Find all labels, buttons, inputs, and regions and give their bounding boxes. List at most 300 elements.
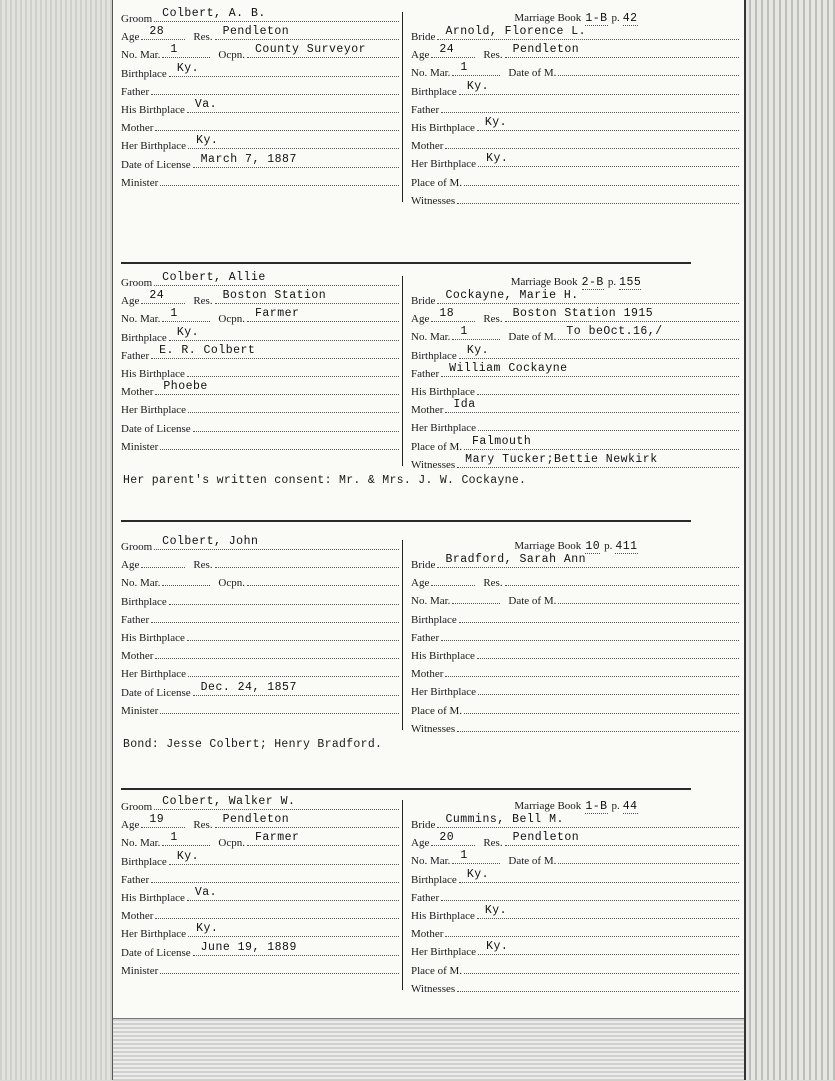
bride-witnesses-label: Witnesses bbox=[411, 194, 456, 207]
groom-mother-line bbox=[155, 121, 399, 131]
groom-res-label: Res. bbox=[193, 819, 213, 832]
bride-age-res-row bbox=[411, 576, 741, 594]
bride-her_birthplace-line bbox=[478, 940, 739, 955]
bride-father-line bbox=[441, 891, 739, 901]
groom-father-line bbox=[151, 873, 399, 883]
page-label: p. bbox=[604, 540, 613, 552]
bride-age-line bbox=[431, 43, 475, 58]
groom-res-label: Res. bbox=[193, 295, 213, 308]
bride-his_birthplace-label: His Birthplace bbox=[411, 909, 475, 922]
groom-date_of_license-line bbox=[193, 940, 399, 956]
bride-date_of_m-line bbox=[558, 594, 739, 604]
bride-his_birthplace-line bbox=[477, 649, 739, 659]
bride-place_of_m-row bbox=[411, 176, 741, 194]
bride-mother-line bbox=[445, 139, 739, 149]
groom-date_of_license-row bbox=[121, 152, 401, 176]
bride-res-line bbox=[505, 576, 739, 586]
bride-no_mar-line bbox=[452, 849, 500, 864]
groom-age-label: Age bbox=[121, 819, 140, 832]
bride-no_mar-value: 1 bbox=[460, 849, 468, 863]
groom-name-line bbox=[154, 535, 399, 550]
bride-his_birthplace-label: His Birthplace bbox=[411, 385, 475, 398]
bride-her_birthplace-value: Ky. bbox=[486, 152, 509, 166]
groom-ocpn-value: County Surveyor bbox=[255, 43, 367, 57]
bride-name-line bbox=[437, 25, 739, 40]
groom-mother-line bbox=[155, 649, 399, 659]
bride-father-row bbox=[411, 891, 741, 909]
groom-her_birthplace-label: Her Birthplace bbox=[121, 404, 187, 417]
bride-witnesses-line bbox=[457, 194, 739, 204]
bride-her_birthplace-label: Her Birthplace bbox=[411, 422, 477, 435]
bride-witnesses-row bbox=[411, 722, 741, 740]
groom-his_birthplace-line bbox=[187, 885, 399, 901]
groom-his_birthplace-line bbox=[187, 97, 399, 113]
groom-age-value: 24 bbox=[149, 289, 165, 303]
groom-no_mar-line bbox=[162, 43, 210, 58]
bride-mother-row bbox=[411, 667, 741, 685]
bride-no_mar-label: No. Mar. bbox=[411, 595, 451, 608]
groom-birthplace-label: Birthplace bbox=[121, 67, 167, 80]
bride-no_mar-label: No. Mar. bbox=[411, 855, 451, 868]
groom-his_birthplace-line bbox=[187, 367, 399, 377]
bride-res-value: Pendleton bbox=[512, 831, 580, 845]
bride-res-label: Res. bbox=[483, 49, 503, 62]
groom-date_of_license-value: Dec. 24, 1857 bbox=[200, 680, 297, 694]
bride-father-row bbox=[411, 361, 741, 385]
groom-column bbox=[121, 7, 401, 194]
marriage-book-label: Marriage Book bbox=[514, 540, 582, 552]
groom-name-value: Colbert, A. B. bbox=[162, 7, 266, 20]
bride-mother-label: Mother bbox=[411, 928, 444, 941]
bride-place_of_m-line bbox=[464, 964, 739, 974]
record-note: Bond: Jesse Colbert; Henry Bradford. bbox=[123, 738, 383, 751]
groom-minister-row bbox=[121, 964, 401, 982]
bride-date_of_m-label: Date of M. bbox=[508, 331, 557, 344]
groom-her_birthplace-line bbox=[188, 403, 399, 413]
bride-her_birthplace-row bbox=[411, 685, 741, 703]
groom-his_birthplace-row bbox=[121, 97, 401, 121]
marriage-book-label: Marriage Book bbox=[510, 276, 578, 288]
bride-name-label: Bride bbox=[411, 31, 436, 43]
groom-no_mar-label: No. Mar. bbox=[121, 837, 161, 850]
groom-date_of_license-line bbox=[193, 422, 399, 432]
groom-mother-label: Mother bbox=[121, 910, 154, 923]
bride-her_birthplace-row bbox=[411, 940, 741, 963]
bride-his_birthplace-value: Ky. bbox=[484, 903, 508, 917]
groom-res-line bbox=[215, 558, 399, 568]
bride-age-value: 24 bbox=[439, 43, 455, 57]
groom-res-line bbox=[215, 289, 399, 304]
groom-his_birthplace-value: Va. bbox=[194, 885, 218, 899]
bride-date_of_m-label: Date of M. bbox=[508, 855, 557, 868]
bride-his_birthplace-line bbox=[477, 385, 739, 395]
bride-name-value: Bradford, Sarah Ann bbox=[445, 553, 587, 566]
column-divider bbox=[402, 276, 403, 466]
groom-mother-label: Mother bbox=[121, 386, 154, 399]
bride-age-line bbox=[431, 576, 475, 586]
groom-date_of_license-line bbox=[193, 152, 399, 168]
groom-minister-line bbox=[160, 440, 399, 450]
groom-res-label: Res. bbox=[193, 31, 213, 44]
bride-place_of_m-label: Place of M. bbox=[411, 440, 463, 453]
groom-his_birthplace-row bbox=[121, 885, 401, 909]
bride-her_birthplace-value: Ky. bbox=[486, 940, 509, 954]
bride-father-label: Father bbox=[411, 631, 440, 644]
scan-margin-right bbox=[743, 0, 835, 1080]
marriage-book-label: Marriage Book bbox=[514, 12, 582, 24]
bride-res-label: Res. bbox=[483, 837, 503, 850]
marriage-book-number: 2-B bbox=[581, 276, 604, 289]
marriage-record bbox=[113, 7, 744, 252]
bride-res-line bbox=[505, 43, 739, 58]
groom-her_birthplace-line bbox=[188, 134, 399, 149]
groom-his_birthplace-label: His Birthplace bbox=[121, 631, 185, 644]
groom-res-label: Res. bbox=[193, 559, 213, 572]
bride-age-line bbox=[431, 307, 475, 322]
bride-mother-label: Mother bbox=[411, 140, 444, 153]
bride-name-value: Cummins, Bell M. bbox=[445, 813, 564, 826]
groom-father-row bbox=[121, 343, 401, 367]
groom-column bbox=[121, 795, 401, 982]
bride-column bbox=[411, 540, 741, 740]
groom-name-value: Colbert, Walker W. bbox=[162, 795, 296, 808]
groom-mother-line bbox=[155, 909, 399, 919]
bride-her_birthplace-row bbox=[411, 421, 741, 439]
bride-father-row bbox=[411, 631, 741, 649]
bride-column bbox=[411, 12, 741, 212]
bride-his_birthplace-value: Ky. bbox=[484, 115, 508, 129]
groom-her_birthplace-label: Her Birthplace bbox=[121, 668, 187, 681]
bride-witnesses-value: Mary Tucker;Bettie Newkirk bbox=[465, 452, 658, 466]
groom-father-value: E. R. Colbert bbox=[159, 343, 256, 357]
bride-age-label: Age bbox=[411, 49, 430, 62]
bride-place_of_m-label: Place of M. bbox=[411, 964, 463, 977]
column-divider bbox=[402, 540, 403, 730]
groom-ocpn-line bbox=[247, 831, 399, 846]
groom-mother-label: Mother bbox=[121, 650, 154, 663]
bride-name-label: Bride bbox=[411, 295, 436, 307]
groom-age-line bbox=[141, 289, 185, 304]
bride-birthplace-label: Birthplace bbox=[411, 85, 457, 98]
bride-mother-value: Ida bbox=[453, 398, 476, 412]
groom-name-line bbox=[154, 271, 399, 286]
groom-age-line bbox=[141, 25, 185, 40]
groom-minister-label: Minister bbox=[121, 440, 159, 453]
bride-res-value: Boston Station 1915 bbox=[512, 307, 654, 321]
groom-res-line bbox=[215, 813, 399, 828]
groom-birthplace-line bbox=[169, 61, 399, 77]
groom-no_mar-value: 1 bbox=[170, 43, 178, 57]
page-label: p. bbox=[611, 800, 620, 812]
groom-age-line bbox=[141, 813, 185, 828]
bride-date_of_m-label: Date of M. bbox=[508, 595, 557, 608]
groom-res-value: Pendleton bbox=[222, 25, 290, 39]
bride-no_mar-label: No. Mar. bbox=[411, 67, 451, 80]
bride-mother-row bbox=[411, 398, 741, 421]
groom-date_of_license-value: March 7, 1887 bbox=[200, 152, 297, 166]
groom-mother-line bbox=[155, 380, 399, 395]
groom-father-label: Father bbox=[121, 85, 150, 98]
record-separator bbox=[121, 788, 691, 790]
bride-father-line bbox=[441, 103, 739, 113]
bride-name-value: Cockayne, Marie H. bbox=[445, 289, 579, 302]
groom-name-label: Groom bbox=[121, 277, 153, 289]
groom-no_mar-ocpn-row bbox=[121, 307, 401, 330]
groom-ocpn-line bbox=[247, 576, 399, 586]
groom-res-value: Pendleton bbox=[222, 813, 290, 827]
groom-mother-value: Phoebe bbox=[163, 380, 208, 394]
groom-age-line bbox=[141, 558, 185, 568]
groom-mother-row bbox=[121, 380, 401, 403]
groom-father-row bbox=[121, 85, 401, 103]
groom-date_of_license-row bbox=[121, 422, 401, 440]
bride-father-row bbox=[411, 103, 741, 121]
bride-mother-label: Mother bbox=[411, 404, 444, 417]
bride-name-value: Arnold, Florence L. bbox=[445, 25, 587, 38]
groom-date_of_license-row bbox=[121, 940, 401, 964]
groom-his_birthplace-label: His Birthplace bbox=[121, 367, 185, 380]
bride-her_birthplace-line bbox=[478, 152, 739, 167]
groom-minister-line bbox=[160, 964, 399, 974]
groom-ocpn-label: Ocpn. bbox=[218, 577, 245, 590]
bride-his_birthplace-row bbox=[411, 115, 741, 139]
bride-birthplace-line bbox=[459, 343, 739, 359]
bride-no_mar-date_of_m-row bbox=[411, 61, 741, 84]
bride-his_birthplace-line bbox=[477, 115, 739, 131]
groom-date_of_license-value: June 19, 1889 bbox=[200, 940, 297, 954]
bride-res-label: Res. bbox=[483, 313, 503, 326]
groom-father-line bbox=[151, 343, 399, 359]
bride-birthplace-value: Ky. bbox=[466, 867, 490, 881]
bride-her_birthplace-label: Her Birthplace bbox=[411, 686, 477, 699]
bride-place_of_m-value: Falmouth bbox=[472, 434, 532, 448]
groom-ocpn-label: Ocpn. bbox=[218, 313, 245, 326]
bride-no_mar-date_of_m-row bbox=[411, 594, 741, 612]
groom-name-value: Colbert, John bbox=[162, 535, 259, 548]
bride-name-label: Bride bbox=[411, 819, 436, 831]
record-separator bbox=[121, 520, 691, 522]
bride-column bbox=[411, 276, 741, 476]
bride-name-line bbox=[437, 289, 739, 304]
bride-mother-line bbox=[445, 398, 739, 413]
bride-her_birthplace-label: Her Birthplace bbox=[411, 946, 477, 959]
bride-father-label: Father bbox=[411, 367, 440, 380]
bride-witnesses-label: Witnesses bbox=[411, 982, 456, 995]
bride-her_birthplace-label: Her Birthplace bbox=[411, 158, 477, 171]
bride-no_mar-value: 1 bbox=[460, 61, 468, 75]
groom-father-line bbox=[151, 613, 399, 623]
bride-date_of_m-line bbox=[558, 854, 739, 864]
groom-date_of_license-label: Date of License bbox=[121, 422, 191, 435]
groom-no_mar-label: No. Mar. bbox=[121, 313, 161, 326]
bride-place_of_m-row bbox=[411, 964, 741, 982]
bride-no_mar-line bbox=[452, 61, 500, 76]
groom-name-label: Groom bbox=[121, 13, 153, 25]
bride-witnesses-line bbox=[457, 722, 739, 732]
groom-date_of_license-label: Date of License bbox=[121, 158, 191, 171]
groom-ocpn-value: Farmer bbox=[255, 307, 300, 321]
marriage-book-number: 1-B bbox=[585, 12, 608, 25]
groom-his_birthplace-row bbox=[121, 631, 401, 649]
page-label: p. bbox=[607, 276, 617, 288]
marriage-record bbox=[113, 271, 744, 516]
bride-birthplace-line bbox=[459, 613, 739, 623]
groom-birthplace-value: Ky. bbox=[176, 849, 200, 863]
groom-res-value: Boston Station bbox=[222, 289, 327, 303]
bride-res-value: Pendleton bbox=[512, 43, 580, 57]
bride-res-line bbox=[505, 307, 739, 322]
bride-his_birthplace-line bbox=[477, 903, 739, 919]
groom-her_birthplace-label: Her Birthplace bbox=[121, 928, 187, 941]
groom-no_mar-value: 1 bbox=[170, 307, 178, 321]
bride-date_of_m-line bbox=[558, 325, 739, 340]
marriage-book-label: Marriage Book bbox=[514, 800, 582, 812]
bride-mother-line bbox=[445, 927, 739, 937]
groom-his_birthplace-value: Va. bbox=[194, 97, 218, 111]
groom-no_mar-label: No. Mar. bbox=[121, 577, 161, 590]
groom-minister-row bbox=[121, 440, 401, 458]
groom-no_mar-line bbox=[162, 307, 210, 322]
groom-mother-label: Mother bbox=[121, 122, 154, 135]
marriage-book-page: 155 bbox=[619, 276, 642, 289]
bride-her_birthplace-line bbox=[478, 685, 739, 695]
bride-his_birthplace-label: His Birthplace bbox=[411, 121, 475, 134]
groom-minister-row bbox=[121, 176, 401, 194]
groom-father-label: Father bbox=[121, 349, 150, 362]
groom-age-label: Age bbox=[121, 31, 140, 44]
marriage-book-number: 1-B bbox=[585, 800, 608, 813]
marriage-book-page: 42 bbox=[622, 12, 638, 25]
scan-bottom-edge bbox=[113, 1018, 744, 1081]
groom-column bbox=[121, 535, 401, 722]
groom-her_birthplace-value: Ky. bbox=[196, 922, 219, 936]
groom-birthplace-label: Birthplace bbox=[121, 595, 167, 608]
groom-age-value: 28 bbox=[149, 25, 165, 39]
groom-ocpn-value: Farmer bbox=[255, 831, 300, 845]
groom-father-line bbox=[151, 85, 399, 95]
bride-father-line bbox=[441, 361, 739, 377]
bride-father-label: Father bbox=[411, 103, 440, 116]
bride-no_mar-line bbox=[452, 325, 500, 340]
bride-age-label: Age bbox=[411, 837, 430, 850]
groom-name-row bbox=[121, 535, 401, 558]
bride-his_birthplace-row bbox=[411, 649, 741, 667]
groom-birthplace-value: Ky. bbox=[176, 325, 200, 339]
groom-father-row bbox=[121, 873, 401, 891]
groom-father-label: Father bbox=[121, 873, 150, 886]
bride-date_of_m-label: Date of M. bbox=[508, 67, 557, 80]
bride-place_of_m-line bbox=[464, 176, 739, 186]
groom-no_mar-value: 1 bbox=[170, 831, 178, 845]
groom-no_mar-ocpn-row bbox=[121, 43, 401, 66]
groom-birthplace-line bbox=[169, 595, 399, 605]
groom-his_birthplace-label: His Birthplace bbox=[121, 891, 185, 904]
bride-no_mar-date_of_m-row bbox=[411, 325, 741, 348]
groom-name-line bbox=[154, 7, 399, 22]
groom-no_mar-ocpn-row bbox=[121, 576, 401, 594]
bride-age-line bbox=[431, 831, 475, 846]
groom-age-label: Age bbox=[121, 559, 140, 572]
bride-no_mar-label: No. Mar. bbox=[411, 331, 451, 344]
groom-birthplace-value: Ky. bbox=[176, 61, 200, 75]
marriage-record bbox=[113, 535, 744, 780]
bride-column bbox=[411, 800, 741, 1000]
groom-name-label: Groom bbox=[121, 541, 153, 553]
groom-mother-row bbox=[121, 121, 401, 139]
bride-place_of_m-line bbox=[464, 434, 739, 450]
bride-birthplace-line bbox=[459, 79, 739, 95]
record-sheet bbox=[112, 0, 746, 1080]
groom-mother-row bbox=[121, 909, 401, 927]
groom-no_mar-line bbox=[162, 576, 210, 586]
groom-date_of_license-line bbox=[193, 680, 399, 696]
bride-birthplace-label: Birthplace bbox=[411, 873, 457, 886]
groom-name-line bbox=[154, 795, 399, 810]
marriage-record bbox=[113, 795, 744, 1040]
groom-age-label: Age bbox=[121, 295, 140, 308]
groom-his_birthplace-label: His Birthplace bbox=[121, 103, 185, 116]
groom-no_mar-label: No. Mar. bbox=[121, 49, 161, 62]
bride-father-value: William Cockayne bbox=[449, 361, 568, 375]
groom-no_mar-ocpn-row bbox=[121, 831, 401, 854]
bride-witnesses-line bbox=[457, 982, 739, 992]
bride-witnesses-line bbox=[457, 452, 739, 468]
bride-place_of_m-row bbox=[411, 704, 741, 722]
groom-minister-label: Minister bbox=[121, 964, 159, 977]
groom-minister-line bbox=[160, 176, 399, 186]
bride-her_birthplace-row bbox=[411, 152, 741, 175]
bride-witnesses-label: Witnesses bbox=[411, 458, 456, 471]
groom-date_of_license-label: Date of License bbox=[121, 946, 191, 959]
groom-birthplace-line bbox=[169, 325, 399, 341]
groom-date_of_license-label: Date of License bbox=[121, 686, 191, 699]
groom-ocpn-line bbox=[247, 307, 399, 322]
groom-age-res-row bbox=[121, 558, 401, 576]
bride-birthplace-row bbox=[411, 79, 741, 103]
groom-birthplace-line bbox=[169, 849, 399, 865]
bride-birthplace-label: Birthplace bbox=[411, 613, 457, 626]
groom-her_birthplace-line bbox=[188, 922, 399, 937]
bride-age-value: 18 bbox=[439, 307, 455, 321]
groom-date_of_license-row bbox=[121, 680, 401, 704]
groom-age-value: 19 bbox=[149, 813, 165, 827]
bride-birthplace-label: Birthplace bbox=[411, 349, 457, 362]
bride-age-label: Age bbox=[411, 577, 430, 590]
bride-mother-line bbox=[445, 667, 739, 677]
bride-no_mar-value: 1 bbox=[460, 325, 468, 339]
bride-birthplace-line bbox=[459, 867, 739, 883]
marriage-book-number: 10 bbox=[585, 540, 601, 553]
groom-ocpn-line bbox=[247, 43, 399, 58]
groom-her_birthplace-line bbox=[188, 667, 399, 677]
bride-witnesses-row bbox=[411, 194, 741, 212]
groom-minister-row bbox=[121, 704, 401, 722]
record-note: Her parent's written consent: Mr. & Mrs. J. W. Cockayne. bbox=[123, 474, 527, 487]
groom-mother-row bbox=[121, 649, 401, 667]
groom-birthplace-label: Birthplace bbox=[121, 331, 167, 344]
bride-date_of_m-line bbox=[558, 66, 739, 76]
groom-name-label: Groom bbox=[121, 801, 153, 813]
bride-age-label: Age bbox=[411, 313, 430, 326]
bride-place_of_m-label: Place of M. bbox=[411, 704, 463, 717]
bride-her_birthplace-line bbox=[478, 421, 739, 431]
groom-father-row bbox=[121, 613, 401, 631]
bride-age-value: 20 bbox=[439, 831, 455, 845]
bride-birthplace-row bbox=[411, 613, 741, 631]
bride-res-label: Res. bbox=[483, 577, 503, 590]
groom-birthplace-row bbox=[121, 849, 401, 873]
bride-res-line bbox=[505, 831, 739, 846]
